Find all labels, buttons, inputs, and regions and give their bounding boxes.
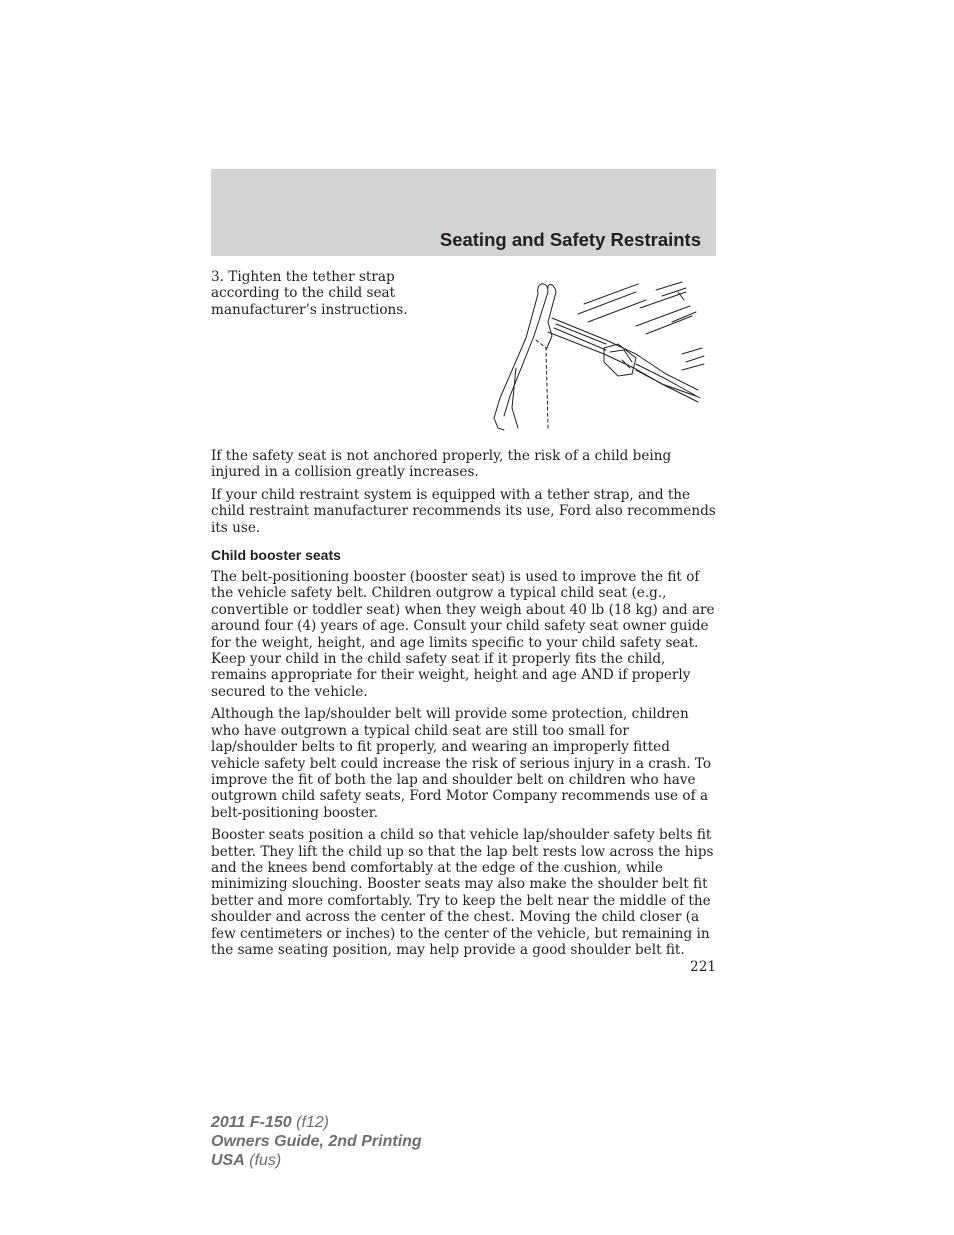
paragraph-booster-position: Booster seats position a child so that vehicle lap/shoulder safety belts fit better. They lift the child up so that the lap belt rests low across the hips and the knees bend comfortably at the edge of the cushion, while minimizing slouching. Booster seats may also make the shoulder belt fit better and more comfortably. Try to keep the belt near the middle of the shoulder and across the center of the chest. Moving the child closer (a few centimeters or inches) to the center of the vehicle, but remaining in the same seating position, may help provide a good shoulder belt fit. [211, 827, 714, 958]
paragraph-booster-fit: The belt-positioning booster (booster seat) is used to improve the fit of the vehicle safety belt. Children outgrow a typical child seat (e.g., convertible or toddler seat) when they weigh about 40 lb (18 kg) and are around four (4) years of age. Consult your child safety seat owner guide for the weight, height, and age limits specific to your child safety seat. Keep your child in the child safety seat if it properly fits the child, remains appropriate for their weight, height and age AND if properly secured to the vehicle. [211, 569, 715, 700]
paragraph-tether-recommendation: If your child restraint system is equipped with a tether strap, and the child restraint manufacturer recommends its use, Ford also recommends its use. [211, 486, 716, 536]
footer-market: USA [211, 1152, 245, 1169]
footer-edition: Owners Guide, 2nd Printing [211, 1133, 422, 1150]
footer-edition-line [211, 1132, 422, 1151]
main-content [211, 448, 717, 964]
subheading-child-booster-seats: Child booster seats [211, 547, 341, 564]
section-title: Seating and Safety Restraints [439, 229, 701, 250]
page-number: 221 [690, 959, 716, 975]
section-header-band [211, 169, 716, 256]
footer-model-code: (f12) [296, 1114, 330, 1131]
footer-model: 2011 F-150 [211, 1114, 292, 1131]
paragraph-anchor-risk: If the safety seat is not anchored properly, the risk of a child being injured in a collision greatly increases. [211, 448, 672, 481]
paragraph-booster-protection: Although the lap/shoulder belt will provide some protection, children who have outgrown a typical child seat are still too small for lap/shoulder belts to fit properly, and wearing an improperly fitted vehicle safety belt could increase the risk of serious injury in a crash. To improve the fit of both the lap and shoulder belt on children who have outgrown child safety seats, Ford Motor Company recommends use of a belt-positioning booster. [211, 706, 712, 821]
document-footer [211, 1113, 422, 1170]
footer-market-code: (fus) [249, 1152, 282, 1169]
footer-market-line [211, 1151, 422, 1170]
footer-model-line [211, 1113, 422, 1132]
tether-strap-illustration [486, 278, 706, 438]
step-3-text: 3. Tighten the tether strap according to the child seat manufacturer’s instructions. [211, 269, 408, 318]
